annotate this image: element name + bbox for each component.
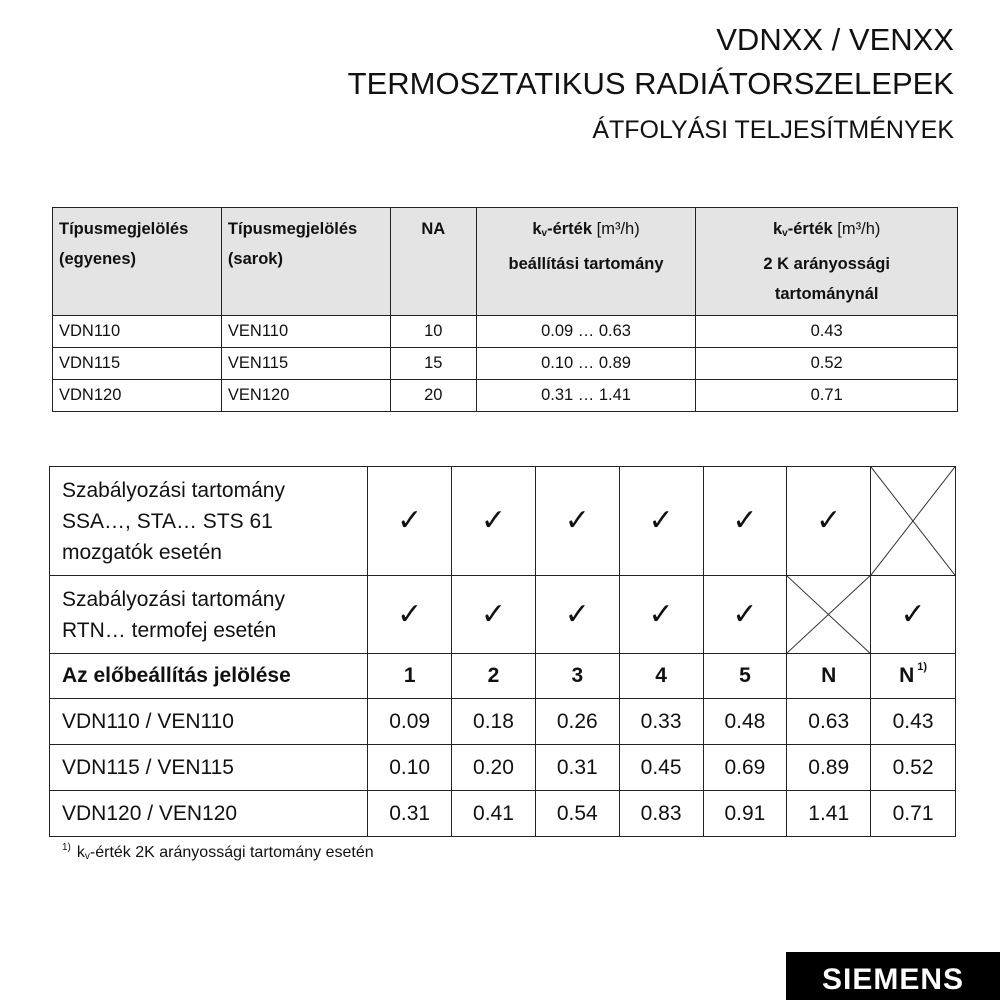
preset-value: 3 — [535, 654, 619, 699]
value-cell: 0.26 — [535, 699, 619, 745]
mark-cell — [871, 576, 956, 654]
cross-out-icon — [787, 576, 870, 653]
header-text: Típusmegjelölés — [59, 220, 189, 238]
value-cell: 0.10 — [368, 745, 452, 791]
footnote-text: -érték 2K arányossági tartomány esetén — [89, 844, 374, 861]
value-cell: 0.41 — [452, 791, 536, 837]
header-na: NA — [390, 208, 476, 316]
table-row — [53, 348, 958, 380]
cell-corner: VEN115 — [221, 348, 390, 380]
checkmark-icon: ✓ — [397, 597, 423, 631]
preset-value: 5 — [703, 654, 787, 699]
header-text: -érték — [787, 220, 833, 238]
header-kv-range — [476, 208, 696, 316]
cell-na: 15 — [390, 348, 476, 380]
header-straight-type — [53, 208, 222, 316]
mark-cell — [703, 467, 787, 576]
header-text: (egyenes) — [59, 250, 137, 268]
cross-out-icon — [871, 467, 955, 575]
cell-corner: VEN110 — [221, 316, 390, 348]
cell-kv2k: 0.71 — [696, 380, 958, 412]
mark-cell — [619, 576, 703, 654]
checkmark-icon: ✓ — [816, 504, 842, 537]
header-kv-2k — [696, 208, 958, 316]
checkmark-icon: ✓ — [648, 597, 674, 631]
checkmark-icon: ✓ — [480, 597, 507, 631]
value-row-label: VDN115 / VEN115 — [50, 745, 368, 791]
presetting-table — [49, 466, 956, 837]
mark-cell — [452, 467, 536, 576]
value-cell: 1.41 — [787, 791, 871, 837]
checkmark-icon: ✓ — [564, 597, 590, 631]
mark-cell — [619, 467, 703, 576]
kv-overview-table — [52, 207, 958, 412]
kv-symbol: k — [532, 220, 542, 238]
cell-kv2k: 0.52 — [696, 348, 958, 380]
kv-subscript: v — [782, 228, 788, 239]
value-cell: 0.89 — [787, 745, 871, 791]
mark-cell — [535, 576, 619, 654]
value-cell: 0.45 — [619, 745, 703, 791]
header-text: Típusmegjelölés — [227, 220, 358, 238]
kv-symbol: k — [76, 844, 85, 861]
cell-na: 10 — [390, 316, 476, 348]
checkmark-icon: ✓ — [732, 597, 758, 631]
value-cell: 0.31 — [368, 791, 452, 837]
checkmark-icon: ✓ — [648, 504, 674, 537]
value-cell: 0.18 — [452, 699, 536, 745]
kv-subscript: v — [541, 228, 548, 239]
mark-cell — [535, 467, 619, 576]
checkmark-icon: ✓ — [900, 597, 926, 631]
label-line: mozgatók esetén — [62, 540, 222, 564]
rtn-head-row — [50, 576, 956, 654]
unit-text: [m³/h) — [596, 220, 640, 238]
preset-value: 2 — [452, 654, 536, 699]
header-text: -érték — [547, 220, 593, 238]
kv-symbol: k — [772, 220, 783, 238]
table-header-row — [53, 208, 958, 316]
mark-cell — [452, 576, 536, 654]
label-line: Szabályozási tartomány — [62, 478, 285, 502]
table-row — [53, 380, 958, 412]
value-cell: 0.48 — [703, 699, 787, 745]
document-title — [348, 18, 954, 152]
value-row — [50, 745, 956, 791]
header-text: (sarok) — [227, 250, 283, 268]
row-label-ssa — [50, 467, 368, 576]
mark-cell — [368, 467, 452, 576]
value-cell: 0.52 — [871, 745, 956, 791]
value-cell: 0.63 — [787, 699, 871, 745]
table-row — [53, 316, 958, 348]
value-row — [50, 699, 956, 745]
header-text: beállítási tartomány — [508, 255, 664, 273]
value-cell: 0.91 — [703, 791, 787, 837]
value-cell: 0.33 — [619, 699, 703, 745]
preset-value-footnoted — [871, 654, 956, 699]
value-cell: 0.20 — [452, 745, 536, 791]
value-row-label: VDN110 / VEN110 — [50, 699, 368, 745]
cell-range: 0.10 … 0.89 — [476, 348, 696, 380]
value-cell: 0.71 — [871, 791, 956, 837]
checkmark-icon: ✓ — [564, 504, 590, 537]
preset-value: N — [787, 654, 871, 699]
title-line-1: VDNXX / VENXX — [716, 22, 954, 57]
cell-range: 0.09 … 0.63 — [476, 316, 696, 348]
value-cell: 0.69 — [703, 745, 787, 791]
value-cell: 0.83 — [619, 791, 703, 837]
footnote — [62, 844, 374, 862]
checkmark-icon: ✓ — [397, 504, 423, 537]
footnote-marker: 1) — [62, 842, 71, 853]
siemens-logo: SIEMENS — [786, 952, 1000, 1000]
not-applicable-cell — [871, 467, 956, 576]
preset-label: Az előbeállítás jelölése — [50, 654, 368, 699]
footnote-ref: 1) — [917, 661, 928, 673]
value-row-label: VDN120 / VEN120 — [50, 791, 368, 837]
value-cell: 0.09 — [368, 699, 452, 745]
title-line-2: TERMOSZTATIKUS RADIÁTORSZELEPEK — [347, 66, 954, 101]
mark-cell — [703, 576, 787, 654]
cell-kv2k: 0.43 — [696, 316, 958, 348]
cell-range: 0.31 … 1.41 — [476, 380, 696, 412]
label-line: RTN… termofej esetén — [62, 618, 277, 642]
ssa-actuator-row — [50, 467, 956, 576]
value-cell: 0.54 — [535, 791, 619, 837]
unit-text: [m³/h) — [837, 220, 881, 238]
value-row — [50, 791, 956, 837]
not-applicable-cell — [787, 576, 871, 654]
cell-straight: VDN115 — [53, 348, 222, 380]
preset-value: 4 — [619, 654, 703, 699]
cell-straight: VDN120 — [53, 380, 222, 412]
row-label-rtn — [50, 576, 368, 654]
title-line-3: ÁTFOLYÁSI TELJESÍTMÉNYEK — [592, 116, 954, 144]
label-line: SSA…, STA… STS 61 — [62, 509, 273, 533]
header-text: tartománynál — [774, 285, 879, 303]
mark-cell — [787, 467, 871, 576]
value-cell: 0.31 — [535, 745, 619, 791]
preset-value-text: N — [899, 664, 915, 687]
checkmark-icon: ✓ — [732, 504, 758, 537]
cell-corner: VEN120 — [221, 380, 390, 412]
header-corner-type — [221, 208, 390, 316]
preset-value: 1 — [368, 654, 452, 699]
label-line: Szabályozási tartomány — [62, 587, 285, 611]
checkmark-icon: ✓ — [480, 504, 507, 537]
cell-straight: VDN110 — [53, 316, 222, 348]
value-cell: 0.43 — [871, 699, 956, 745]
preset-row — [50, 654, 956, 699]
header-text: 2 K arányossági — [763, 255, 890, 273]
kv-subscript: v — [84, 851, 90, 862]
cell-na: 20 — [390, 380, 476, 412]
mark-cell — [368, 576, 452, 654]
